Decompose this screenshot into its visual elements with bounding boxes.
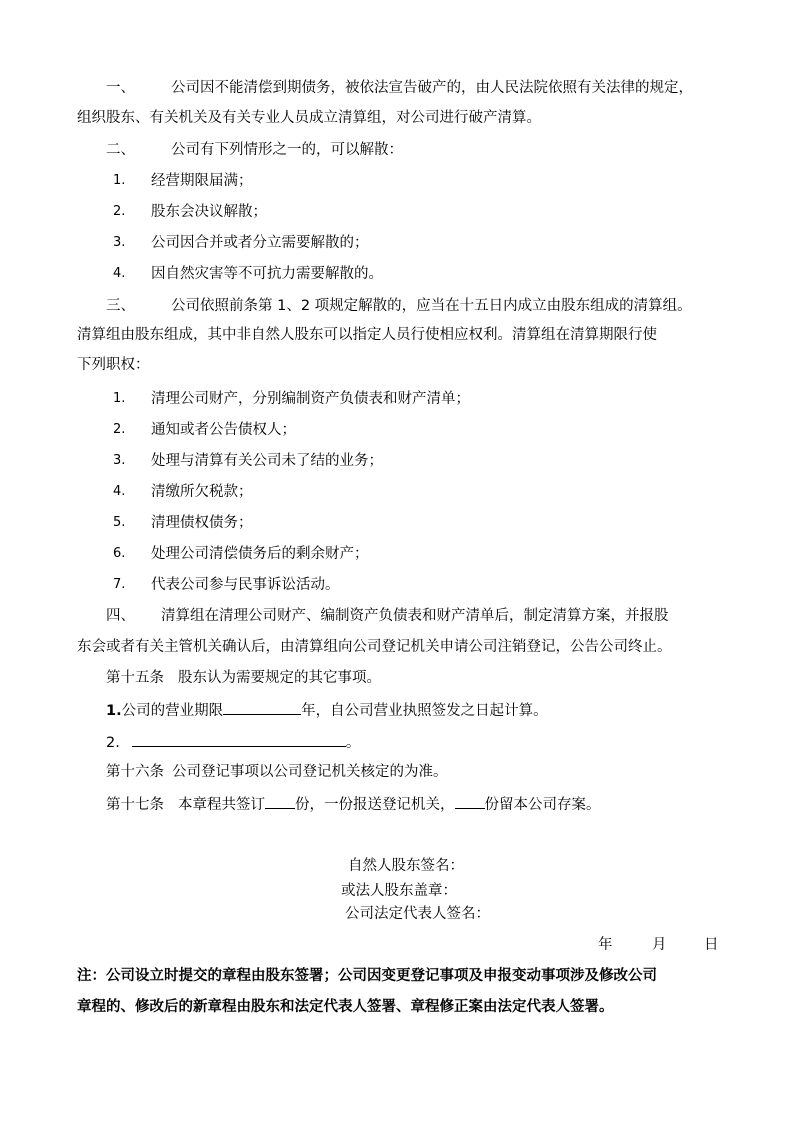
article-15-item-1-pre: 公司的营业期限 [121, 703, 224, 719]
article-15-item-2-post: 。 [345, 735, 361, 751]
section-4-label: 四、 [106, 608, 135, 624]
article-15 [106, 668, 381, 688]
date-day: 日 [704, 937, 719, 953]
article-15-item-2-num: 2. [106, 735, 120, 751]
s3-item-6-num: 6. [113, 546, 126, 561]
section-4-line-1 [106, 606, 669, 626]
article-16 [106, 762, 448, 782]
article-15-text: 股东认为需要规定的其它事项。 [178, 670, 381, 686]
section-1-line-2: 组织股东、有关机关及有关专业人员成立清算组，对公司进行破产清算。 [77, 110, 541, 126]
other-matters-blank[interactable] [132, 731, 346, 747]
section-2-label: 二、 [106, 142, 135, 158]
section-4-line-2: 东会或者有关主管机关确认后，由清算组向公司登记机关申请公司注销登记，公告公司终止。 [77, 639, 672, 655]
s3-item-1-num: 1. [113, 391, 126, 406]
article-17-post: 份留本公司存案。 [484, 797, 601, 813]
legal-person-seal-label: 或法人股东盖章： [341, 883, 457, 899]
s3-item-5-num: 5. [113, 515, 126, 530]
section-1-label: 一、 [106, 80, 135, 96]
section-1-line-1 [106, 78, 693, 98]
s2-item-4-num: 4. [113, 266, 126, 281]
s2-item-2-num: 2. [113, 204, 126, 219]
article-15-item-2 [106, 731, 360, 753]
s3-item-7-num: 7. [113, 577, 126, 592]
s3-item-6: 处理公司清偿债务后的剩余财产； [151, 546, 369, 562]
s3-item-3-num: 3. [113, 453, 126, 468]
section-3-line-3: 下列职权： [77, 357, 150, 373]
s2-item-4: 因自然灾害等不可抗力需要解散的。 [151, 266, 383, 282]
section-3-line-2: 清算组由股东组成，其中非自然人股东可以指定人员行使相应权利。清算组在清算期限行使 [77, 327, 657, 343]
article-15-title: 第十五条 [106, 670, 164, 686]
copies-kept-blank[interactable] [455, 793, 485, 809]
section-3-label: 三、 [106, 298, 135, 314]
s3-item-2: 通知或者公告债权人； [151, 422, 296, 438]
note-line-2: 章程的、修改后的新章程由股东和法定代表人签署、章程修正案由法定代表人签署。 [77, 999, 614, 1015]
article-15-item-1-post: 年，自公司营业执照签发之日起计算。 [301, 703, 548, 719]
s2-item-3-num: 3. [113, 235, 126, 250]
s2-item-2: 股东会决议解散； [151, 204, 267, 220]
s3-item-3: 处理与清算有关公司未了结的业务； [151, 453, 383, 469]
s2-item-1: 经营期限届满； [151, 173, 253, 189]
article-17 [106, 793, 601, 815]
article-16-text: 公司登记事项以公司登记机关核定的为准。 [172, 764, 448, 780]
section-3-text: 公司依照前条第 1、2 项规定解散的，应当在十五日内成立由股东组成的清算组。 [171, 298, 692, 314]
s3-item-4-num: 4. [113, 484, 126, 499]
section-4-text: 清算组在清理公司财产、编制资产负债表和财产清单后，制定清算方案，并报股 [161, 608, 669, 624]
section-2-text: 公司有下列情形之一的，可以解散： [171, 142, 403, 158]
s2-item-3: 公司因合并或者分立需要解散的； [151, 235, 369, 251]
s3-item-2-num: 2. [113, 422, 126, 437]
natural-person-signature-label: 自然人股东签名： [348, 858, 464, 874]
article-17-mid: 份，一份报送登记机关， [295, 797, 455, 813]
date-month: 月 [652, 937, 667, 953]
legal-rep-signature-label: 公司法定代表人签名： [345, 906, 490, 922]
article-15-item-1-num: 1. [106, 703, 122, 719]
section-2-line [106, 140, 403, 160]
s3-item-1: 清理公司财产，分别编制资产负债表和财产清单； [151, 391, 470, 407]
s3-item-5: 清理债权债务； [151, 515, 253, 531]
s3-item-7: 代表公司参与民事诉讼活动。 [151, 577, 340, 593]
copies-total-blank[interactable] [265, 793, 295, 809]
note-line-1: 注：公司设立时提交的章程由股东签署；公司因变更登记事项及申报变动事项涉及修改公司 [77, 968, 657, 984]
business-term-blank[interactable] [223, 699, 301, 715]
article-17-pre: 本章程共签订 [178, 797, 265, 813]
section-1-text: 公司因不能清偿到期债务，被依法宣告破产的，由人民法院依照有关法律的规定， [171, 80, 693, 96]
date-year: 年 [598, 937, 613, 953]
s3-item-4: 清缴所欠税款； [151, 484, 253, 500]
article-16-title: 第十六条 [106, 764, 164, 780]
section-3-line-1 [106, 296, 692, 316]
article-17-title: 第十七条 [106, 797, 164, 813]
s2-item-1-num: 1. [113, 173, 126, 188]
article-15-item-1 [106, 699, 548, 721]
